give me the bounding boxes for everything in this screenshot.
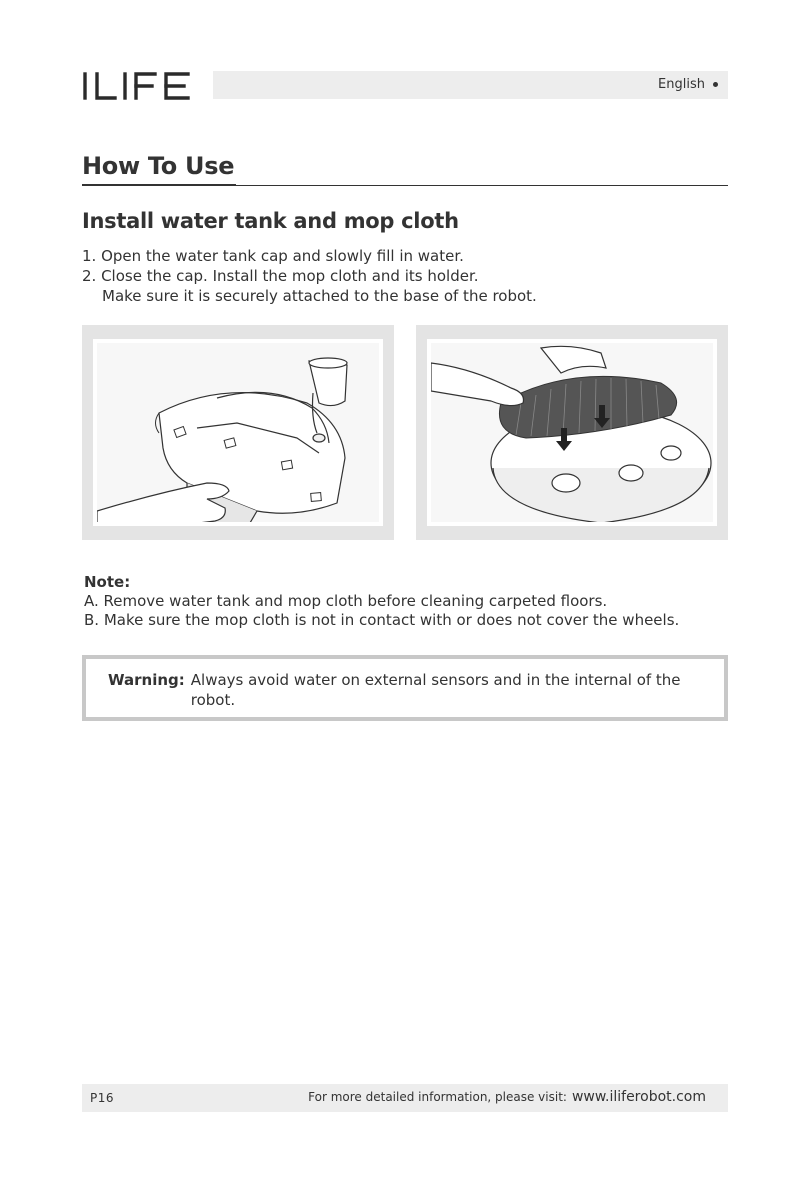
note-label: Note: [84, 573, 131, 591]
bullet-icon [713, 82, 718, 87]
figure-fill-water-tank-frame [93, 339, 383, 526]
step-2-continued: Make sure it is securely attached to the base of the robot. [102, 287, 537, 305]
figure-fill-water-tank [82, 325, 394, 540]
instruction-steps [82, 246, 732, 306]
website-link[interactable]: www.iliferobot.com [571, 1089, 706, 1105]
ilife-logo [82, 70, 192, 102]
note-item-b: B. Make sure the mop cloth is not in contact with or does not cover the wheels. [84, 611, 680, 629]
step-1: 1. Open the water tank cap and slowly fill in water. [82, 247, 464, 265]
water-tank-illustration [97, 343, 379, 522]
warning-content [108, 670, 704, 710]
step-2: 2. Close the cap. Install the mop cloth and its holder. [82, 267, 479, 285]
header-bar [213, 71, 728, 99]
warning-box [82, 655, 728, 721]
figure-install-mop-cloth [416, 325, 728, 540]
page-number: P16 [90, 1091, 115, 1105]
footer-info [308, 1089, 706, 1105]
section-title: How To Use [82, 152, 235, 180]
language-indicator [658, 77, 718, 92]
mop-cloth-illustration [431, 343, 713, 522]
figure-install-mop-cloth-frame [427, 339, 717, 526]
subsection-title: Install water tank and mop cloth [82, 209, 459, 233]
note-item-a: A. Remove water tank and mop cloth before cleaning carpeted floors. [84, 592, 608, 610]
footer-info-text: For more detailed information, please visit: [308, 1090, 567, 1104]
warning-message: Always avoid water on external sensors and in the internal of the robot. [190, 671, 681, 709]
warning-label: Warning: [108, 671, 185, 689]
note-block [84, 573, 734, 630]
section-divider [236, 185, 728, 186]
footer-bar [82, 1084, 728, 1112]
ilife-logo-mark [82, 70, 192, 102]
title-underline [82, 184, 236, 186]
language-label: English [658, 77, 705, 92]
